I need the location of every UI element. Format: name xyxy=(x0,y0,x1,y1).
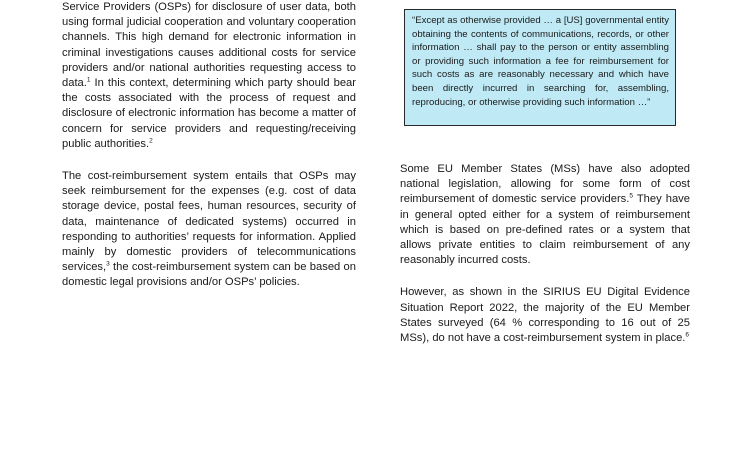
sirius-report-paragraph: However, as shown in the SIRIUS EU Digital Evidence Situation Report 2022, the majority of the EU Member States surveyed (64 % corresponding to 16 out of 25 MSs), do not have a cost-reimbursement system in place.$^6$ xyxy=(400,286,690,345)
cost-reimbursement-paragraph: The cost-reimbursement system entails that OSPs may seek reimbursement for the expenses (e.g. cost of data storage device, postal fees, human resources, security of data, maintenance of dedicated systems) occurred in responding to authorities’ requests for information. Applied mainly by domestic providers of telecommunications services,$^3$ the cost-reimbursement system can be based on domestic legal provisions and/or OSPs’ policies. xyxy=(62,170,356,289)
quote-text: “Except as otherwise provided … a [US] governmental entity obtaining the contents of communications, records, or other information … shall pay to the person or entity assembling or providing such information a fee for reimbursement for such costs as are reasonably necessary and which have been directly incurred in searching for, assembling, reproducing, or otherwise providing such information …” xyxy=(412,15,669,108)
osp-demand-paragraph: Service Providers (OSPs) for disclosure of user data, both using formal judicial cooperation and voluntary cooperation channels. This high demand for electronic information in criminal investigations causes additional costs for service providers and/or national authorities requesting access to data.$^1$ In this context, determining which party should bear the costs associated with the process of request and disclosure of electronic information has become a matter of concern for service providers and requesting/receiving public authorities.$^2$ xyxy=(62,1,356,150)
left-column xyxy=(62,0,356,308)
footnote-ref-3[interactable]: 3 xyxy=(106,260,110,268)
footnote-ref-6[interactable]: 6 xyxy=(685,331,690,339)
us-law-quote-box xyxy=(404,9,676,126)
right-column xyxy=(400,162,690,363)
footnote-ref-1[interactable]: 1 xyxy=(86,76,91,84)
eu-legislation-paragraph: Some EU Member States (MSs) have also adopted national legislation, allowing for some form of cost reimbursement of domestic service providers.$^5$ They have in general opted either for a system of reimbursement which is based on pre-defined rates or a system that allows private entities to claim reimbursement of any reasonably incurred costs. xyxy=(400,163,690,267)
footnote-ref-5[interactable]: 5 xyxy=(629,192,633,200)
footnote-ref-2[interactable]: 2 xyxy=(149,137,153,145)
